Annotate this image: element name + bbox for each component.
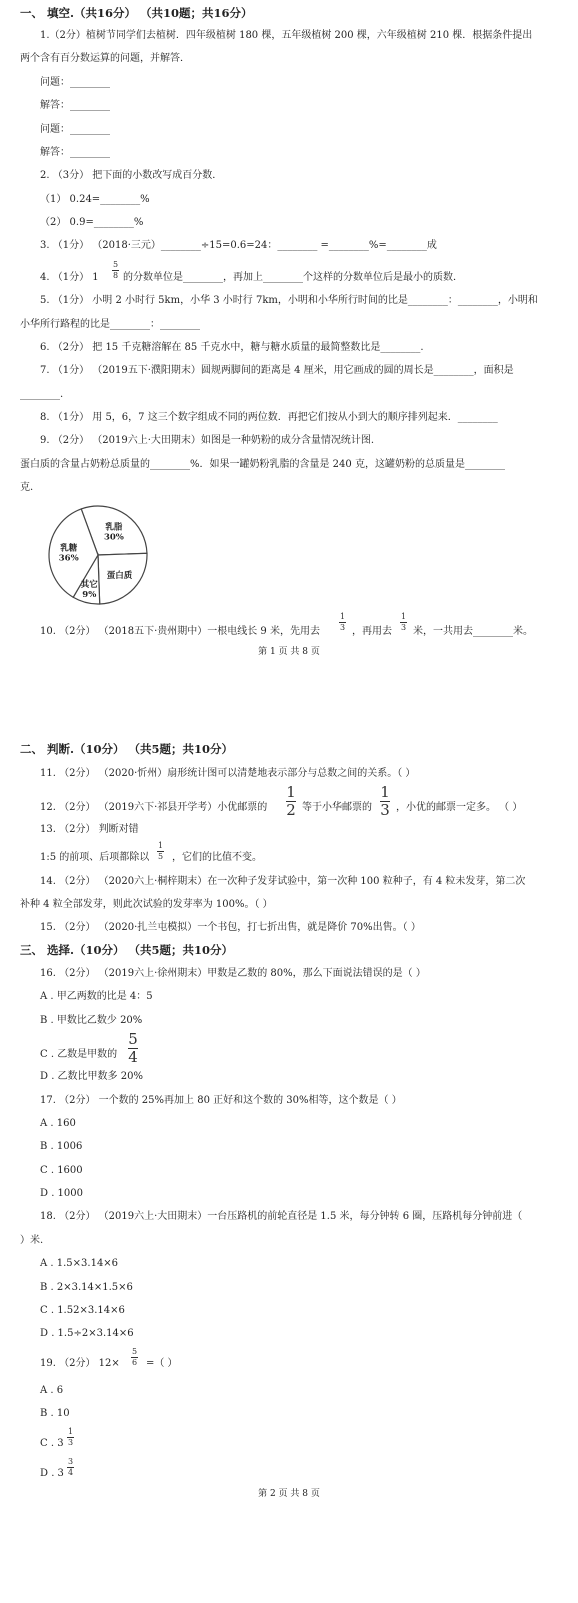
- q5-line2: 小华所行路程的比是________：________: [20, 319, 200, 330]
- q18-option-b[interactable]: B . 2×3.14×1.5×6: [40, 1282, 133, 1293]
- q10-frac2-num: 1: [400, 612, 407, 621]
- q19-fraction: [131, 1348, 138, 1367]
- q19-after: =（ ）: [146, 1358, 178, 1369]
- pie-label-3: 乳糖: [60, 543, 78, 554]
- q17-line: 17. （2分） 一个数的 25%再加上 80 正好和这个数的 30%相等，这个数是（ ）: [40, 1095, 402, 1106]
- q3-line: 3. （1分） （2018·三元）________÷15=0.6=24：________ =________%=________成: [40, 240, 437, 251]
- q10-mid: ，再用去: [352, 626, 392, 637]
- q9-line1: 9. （2分） （2019六上·大田期末）如图是一种奶粉的成分含量情况统计图.: [40, 435, 375, 446]
- q10-frac2-den: 3: [400, 623, 407, 632]
- q12-fraction-2: [380, 785, 390, 818]
- q16-c-frac-den: 4: [128, 1048, 138, 1066]
- q19-d-frac-num: 3: [67, 1457, 74, 1466]
- q9-line2: 蛋白质的含量占奶粉总质量的________%．如果一罐奶粉乳脂的含量是 240 克，这罐奶粉的总质量是________: [20, 459, 505, 470]
- q2-part2: （2） 0.9=________%: [40, 217, 144, 228]
- q10-frac1-den: 3: [339, 623, 346, 632]
- q8-line: 8. （1分） 用 5，6，7 这三个数字组成不同的两位数．再把它们按从小到大的顺序排列起来．________: [40, 412, 498, 423]
- q9-line3: 克.: [20, 482, 34, 493]
- q12-after: ，小优的邮票一定多。 （ ）: [396, 802, 523, 813]
- q10-after: 米，一共用去________米。: [413, 626, 533, 637]
- q11-line: 11. （2分） （2020·忻州）扇形统计图可以清楚地表示部分与总数之间的关系。（ ）: [40, 768, 416, 779]
- q12-mid: 等于小华邮票的: [302, 802, 372, 813]
- q12-frac2-num: 1: [380, 783, 390, 801]
- q13-before: 1:5 的前项、后项都除以: [40, 852, 150, 863]
- q16-option-d[interactable]: D . 乙数比甲数多 20%: [40, 1071, 143, 1082]
- page1-footer: 第 1 页 共 8 页: [258, 647, 320, 657]
- q19-c-frac-num: 1: [67, 1427, 74, 1436]
- q13-fraction: [157, 842, 164, 861]
- q17-option-c[interactable]: C . 1600: [40, 1165, 83, 1176]
- q18-line1: 18. （2分） （2019六上·大田期末）一台压路机的前轮直径是 1.5 米，每分钟转 6 圈，压路机每分钟前进（: [40, 1211, 523, 1222]
- q18-option-d[interactable]: D . 1.5÷2×3.14×6: [40, 1328, 134, 1339]
- q17-option-d[interactable]: D . 1000: [40, 1188, 84, 1199]
- q16-c-fraction: [128, 1032, 138, 1065]
- q19-option-b[interactable]: B . 10: [40, 1408, 70, 1419]
- q17-option-a[interactable]: A . 160: [40, 1118, 76, 1129]
- q18-option-a[interactable]: A . 1.5×3.14×6: [40, 1258, 119, 1269]
- q12-fraction-1: [286, 785, 296, 818]
- q16-line: 16. （2分） （2019六上·徐州期末）甲数是乙数的 80%，那么下面说法错误的是（ ）: [40, 968, 426, 979]
- page2-footer: 第 2 页 共 8 页: [258, 1489, 320, 1499]
- q19-frac-den: 6: [131, 1358, 138, 1367]
- q7-line1: 7. （1分） （2019五下·濮阳期末）圆规两脚间的距离是 4 厘米，用它画成的圆的周长是________，面积是: [40, 365, 514, 376]
- pie-value-2: 9%: [82, 590, 97, 601]
- q10-fraction-2: [400, 613, 407, 632]
- q1-ask1: 问题：________: [40, 77, 110, 88]
- q17-option-b[interactable]: B . 1006: [40, 1141, 83, 1152]
- q14-line1: 14. （2分） （2020六上·桐梓期末）在一次种子发芽试验中，第一次种 100 粒种子，有 4 粒未发芽，第二次: [40, 876, 526, 887]
- q14-line2: 补种 4 粒全部发芽，则此次试验的发芽率为 100%。（ ）: [20, 899, 273, 910]
- q6-line: 6. （2分） 把 15 千克糖溶解在 85 千克水中，糖与糖水质量的最简整数比是________.: [40, 342, 424, 353]
- q18-line2: ）米.: [20, 1235, 44, 1246]
- q4-fraction: [112, 261, 119, 280]
- q10-frac1-num: 1: [339, 612, 346, 621]
- q19-c-frac-den: 3: [67, 1438, 74, 1447]
- q18-option-c[interactable]: C . 1.52×3.14×6: [40, 1305, 125, 1316]
- q19-before: 19. （2分） 12×: [40, 1358, 120, 1369]
- q7-line2: ________.: [20, 389, 64, 400]
- q4-before: 4. （1分） 1: [40, 272, 99, 283]
- q12-frac1-den: 2: [286, 801, 296, 819]
- q19-frac-num: 5: [131, 1347, 138, 1356]
- section-title-choice: 三、 选择.（10分） （共5题；共10分）: [20, 943, 234, 957]
- milk-powder-pie-chart: [42, 503, 154, 608]
- pie-label-1: 蛋白质: [106, 571, 133, 582]
- q2-part1: （1） 0.24=________%: [40, 194, 150, 205]
- q19-d-fraction: [67, 1458, 74, 1477]
- q1-ans2: 解答：________: [40, 147, 110, 158]
- q19-option-a[interactable]: A . 6: [40, 1385, 64, 1396]
- q13-after: ，它们的比值不变。: [172, 852, 262, 863]
- q5-line1: 5. （1分） 小明 2 小时行 5km，小华 3 小时行 7km，小明和小华所行时间的比是________：________，小明和: [40, 295, 538, 306]
- q2-line1: 2. （3分） 把下面的小数改写成百分数．: [40, 170, 223, 181]
- q16-option-c[interactable]: C . 乙数是甲数的: [40, 1049, 118, 1060]
- q4-frac-den: 8: [112, 271, 119, 280]
- q16-option-a[interactable]: A . 甲乙两数的比是 4：5: [40, 991, 153, 1002]
- q16-c-frac-num: 5: [128, 1030, 138, 1048]
- q1-line2: 两个含有百分数运算的问题，并解答．: [20, 53, 190, 64]
- q19-option-c[interactable]: C . 3: [40, 1438, 64, 1449]
- q1-line1: 1.（2分）植树节同学们去植树．四年级植树 180 棵，五年级植树 200 棵，六年级植树 210 棵．根据条件提出: [40, 30, 533, 41]
- q1-ans1: 解答：________: [40, 100, 110, 111]
- q4-after: 的分数单位是________，再加上________个这样的分数单位后是最小的质数．: [123, 272, 463, 283]
- q13-frac-den: 5: [157, 852, 164, 861]
- q13-line1: 13. （2分） 判断对错: [40, 824, 139, 835]
- q15-line: 15. （2分） （2020·扎兰屯模拟）一个书包，打七折出售，就是降价 70%出售。（ ）: [40, 922, 421, 933]
- pie-value-3: 36%: [58, 553, 79, 564]
- pie-label-0: 乳脂: [105, 522, 123, 533]
- q4-frac-num: 5: [112, 260, 119, 269]
- q10-fraction-1: [339, 613, 346, 632]
- q19-c-fraction: [67, 1428, 74, 1447]
- q16-option-b[interactable]: B . 甲数比乙数少 20%: [40, 1015, 143, 1026]
- q12-frac1-num: 1: [286, 783, 296, 801]
- q12-frac2-den: 3: [380, 801, 390, 819]
- pie-value-0: 30%: [103, 532, 124, 543]
- pie-label-2: 其它: [80, 580, 98, 591]
- q13-frac-num: 1: [157, 841, 164, 850]
- q12-before: 12. （2分） （2019六下·祁县开学考）小优邮票的: [40, 802, 268, 813]
- section-title-true-false: 二、 判断.（10分） （共5题；共10分）: [20, 742, 234, 756]
- section-title-fill-blank: 一、 填空.（共16分） （共10题；共16分）: [20, 6, 253, 20]
- q19-d-frac-den: 4: [67, 1468, 74, 1477]
- q10-before: 10. （2分） （2018五下·贵州期中）一根电线长 9 米，先用去: [40, 626, 320, 637]
- q19-option-d[interactable]: D . 3: [40, 1468, 64, 1479]
- q1-ask2: 问题：________: [40, 124, 110, 135]
